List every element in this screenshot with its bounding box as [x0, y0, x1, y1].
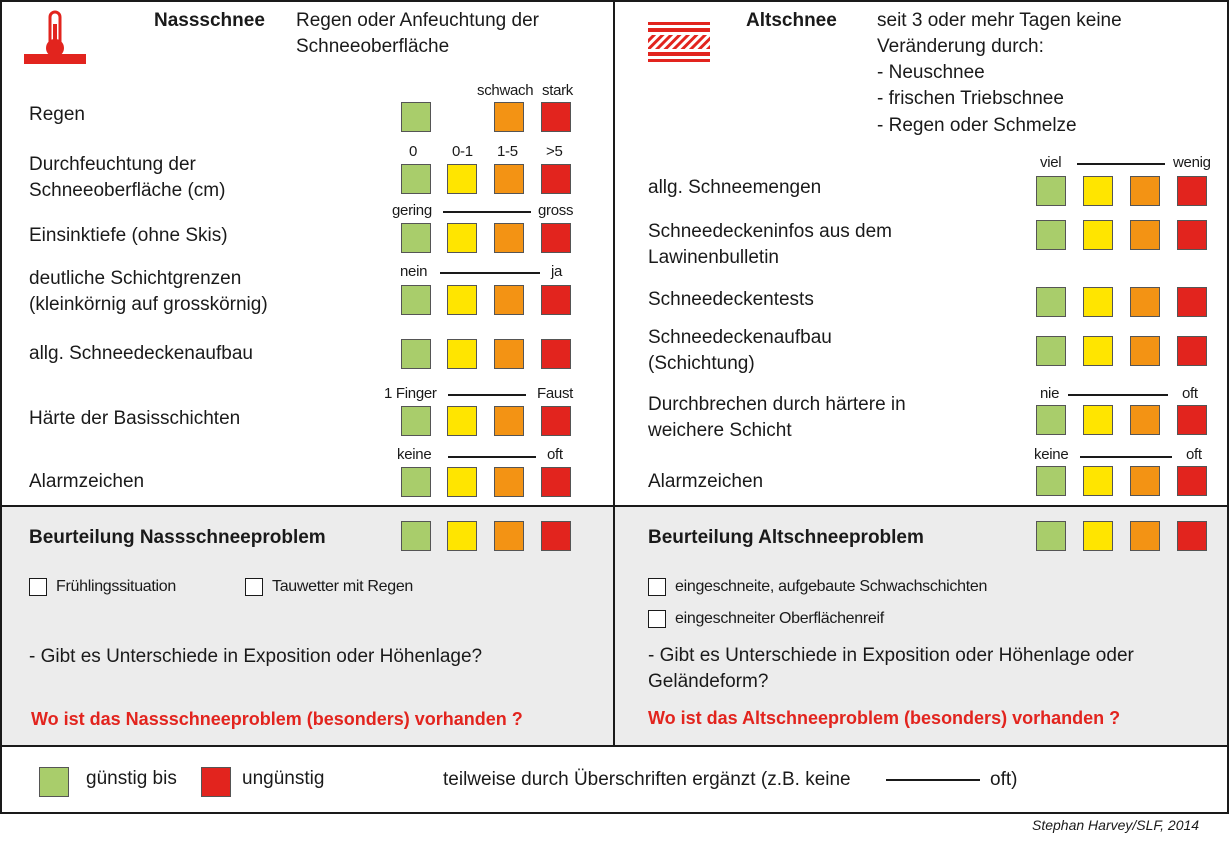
rating-red — [541, 339, 571, 369]
criterion-alarm: Alarmzeichen — [29, 471, 145, 492]
rating-orange — [1130, 336, 1160, 366]
rating-red — [1177, 405, 1207, 435]
rating-red — [541, 223, 571, 253]
header-stark: stark — [542, 82, 574, 99]
column-divider — [613, 0, 615, 747]
assessment-title: Beurteilung Nassschneeproblem — [29, 527, 326, 548]
rating-green — [1036, 287, 1066, 317]
rating-green — [1036, 336, 1066, 366]
section-divider-bottom — [0, 745, 1229, 747]
assessment-yellow[interactable] — [1083, 521, 1113, 551]
credit: Stephan Harvey/SLF, 2014 — [1032, 817, 1200, 833]
rating-red — [1177, 220, 1207, 250]
scale-line — [440, 272, 540, 274]
scale-line — [1077, 163, 1165, 165]
header-gering: gering — [392, 202, 432, 219]
rating-green — [1036, 466, 1066, 496]
header-oft: oft — [1186, 446, 1202, 463]
thermometer-icon — [22, 10, 90, 70]
rating-yellow — [1083, 176, 1113, 206]
header-1-finger: 1 Finger — [384, 385, 437, 402]
rating-green — [401, 223, 431, 253]
scale-line — [448, 456, 536, 458]
header-keine: keine — [1034, 446, 1069, 463]
legend-green — [39, 767, 69, 797]
header-faust: Faust — [537, 385, 574, 402]
question-text: - Gibt es Unterschiede in Exposition oder Höhenlage oder Geländeform? — [648, 645, 1134, 692]
rating-red — [541, 102, 571, 132]
rating-green — [1036, 176, 1066, 206]
rating-green — [401, 102, 431, 132]
scale-line — [1080, 456, 1172, 458]
question-text: - Gibt es Unterschiede in Exposition oder Höhenlage? — [29, 646, 483, 667]
rating-yellow — [447, 164, 477, 194]
rating-green — [1036, 405, 1066, 435]
rating-yellow — [447, 406, 477, 436]
checkbox-tauwetter[interactable] — [245, 578, 263, 596]
header-schwach: schwach — [477, 82, 534, 99]
rating-yellow — [1083, 336, 1113, 366]
rating-green — [401, 285, 431, 315]
rating-red — [541, 467, 571, 497]
section-divider-top — [0, 505, 1229, 507]
assessment-yellow[interactable] — [447, 521, 477, 551]
checkbox-label: eingeschneite, aufgebaute Schwachschichten — [675, 578, 988, 595]
assessment-orange[interactable] — [1130, 521, 1160, 551]
header-gross: gross — [538, 202, 574, 219]
rating-red — [1177, 176, 1207, 206]
checkbox-fruehlingssituation[interactable] — [29, 578, 47, 596]
nassschnee-description: Regen oder Anfeuchtung der Schneeoberfläche — [296, 10, 539, 57]
checkbox-label: eingeschneiter Oberflächenreif — [675, 610, 884, 627]
assessment-red[interactable] — [541, 521, 571, 551]
rating-orange — [1130, 176, 1160, 206]
rating-green — [401, 164, 431, 194]
rating-yellow — [1083, 220, 1113, 250]
scale-line — [448, 394, 526, 396]
checkbox-label: Tauwetter mit Regen — [272, 578, 414, 595]
rating-orange — [494, 223, 524, 253]
rating-red — [541, 406, 571, 436]
rating-orange — [494, 467, 524, 497]
criterion-alarm: Alarmzeichen — [648, 471, 764, 492]
rating-yellow — [447, 339, 477, 369]
header-ja: ja — [551, 263, 563, 280]
rating-green — [1036, 220, 1066, 250]
rating-red — [1177, 466, 1207, 496]
legend-scale-line — [886, 779, 980, 781]
legend-note: teilweise durch Überschriften ergänzt (z.B. keine — [443, 769, 851, 790]
header-wenig: wenig — [1173, 154, 1211, 171]
bullet-item: - frischen Triebschnee — [877, 88, 1064, 109]
rating-orange — [494, 164, 524, 194]
rating-red — [541, 285, 571, 315]
rating-red — [1177, 336, 1207, 366]
rating-green — [401, 339, 431, 369]
rating-orange — [1130, 466, 1160, 496]
rating-orange — [494, 406, 524, 436]
assessment-orange[interactable] — [494, 521, 524, 551]
checkbox-label: Frühlingssituation — [56, 578, 176, 595]
assessment-title: Beurteilung Altschneeproblem — [648, 527, 924, 548]
header-1-5: 1-5 — [497, 143, 518, 160]
legend-note-end: oft) — [990, 769, 1018, 790]
rating-green — [401, 467, 431, 497]
rating-yellow — [1083, 405, 1113, 435]
rating-red — [541, 164, 571, 194]
altschnee-description: seit 3 oder mehr Tagen keine Veränderung durch: — [877, 10, 1122, 57]
checkbox-oberflaechenreif[interactable] — [648, 610, 666, 628]
rating-red — [1177, 287, 1207, 317]
assessment-red[interactable] — [1177, 521, 1207, 551]
header-oft: oft — [547, 446, 563, 463]
assessment-green[interactable] — [1036, 521, 1066, 551]
rating-orange — [1130, 220, 1160, 250]
checkbox-schwachschichten[interactable] — [648, 578, 666, 596]
rating-orange — [1130, 287, 1160, 317]
header-oft: oft — [1182, 385, 1198, 402]
header-0: 0 — [409, 143, 418, 160]
rating-green — [401, 406, 431, 436]
criterion-schichtgrenzen: deutliche Schichtgrenzen (kleinkörnig auf grosskörnig) — [29, 268, 268, 315]
header-nein: nein — [400, 263, 428, 280]
criterion-haerte: Härte der Basisschichten — [29, 408, 241, 429]
criterion-infos: Schneedeckeninfos aus dem Lawinenbulletin — [648, 221, 892, 268]
altschnee-title: Altschnee — [746, 10, 837, 31]
header-0-1: 0-1 — [452, 143, 473, 160]
legend-guenstig: günstig bis — [86, 768, 177, 789]
criterion-aufbau: allg. Schneedeckenaufbau — [29, 343, 253, 364]
criterion-regen: Regen — [29, 104, 85, 125]
rating-yellow — [447, 285, 477, 315]
legend-unguenstig: ungünstig — [242, 768, 325, 789]
nassschnee-title: Nassschnee — [154, 10, 265, 31]
header-keine: keine — [397, 446, 432, 463]
bullet-item: - Regen oder Schmelze — [877, 115, 1077, 136]
legend-red — [201, 767, 231, 797]
criterion-tests: Schneedeckentests — [648, 289, 814, 310]
scale-line — [1068, 394, 1168, 396]
criterion-durchfeuchtung: Durchfeuchtung der Schneeoberfläche (cm) — [29, 154, 226, 201]
rating-orange — [494, 339, 524, 369]
rating-yellow — [447, 223, 477, 253]
rating-yellow — [1083, 466, 1113, 496]
criterion-durchbrechen: Durchbrechen durch härtere in weichere Schicht — [648, 394, 906, 441]
rating-orange — [494, 102, 524, 132]
where-question: Wo ist das Altschneeproblem (besonders) vorhanden ? — [648, 708, 1121, 728]
criterion-schneemengen: allg. Schneemengen — [648, 177, 822, 198]
header-nie: nie — [1040, 385, 1060, 402]
bullet-item: - Neuschnee — [877, 62, 985, 83]
rating-yellow — [1083, 287, 1113, 317]
where-question: Wo ist das Nassschneeproblem (besonders) vorhanden ? — [31, 709, 523, 729]
snow-layers-icon — [648, 22, 710, 66]
rating-orange — [1130, 405, 1160, 435]
assessment-green[interactable] — [401, 521, 431, 551]
scale-line — [443, 211, 531, 213]
header-viel: viel — [1040, 154, 1062, 171]
rating-orange — [494, 285, 524, 315]
criterion-aufbau-schichtung: Schneedeckenaufbau (Schichtung) — [648, 327, 832, 374]
rating-yellow — [447, 467, 477, 497]
header-gt5: >5 — [546, 143, 563, 160]
criterion-einsinktiefe: Einsinktiefe (ohne Skis) — [29, 225, 228, 246]
